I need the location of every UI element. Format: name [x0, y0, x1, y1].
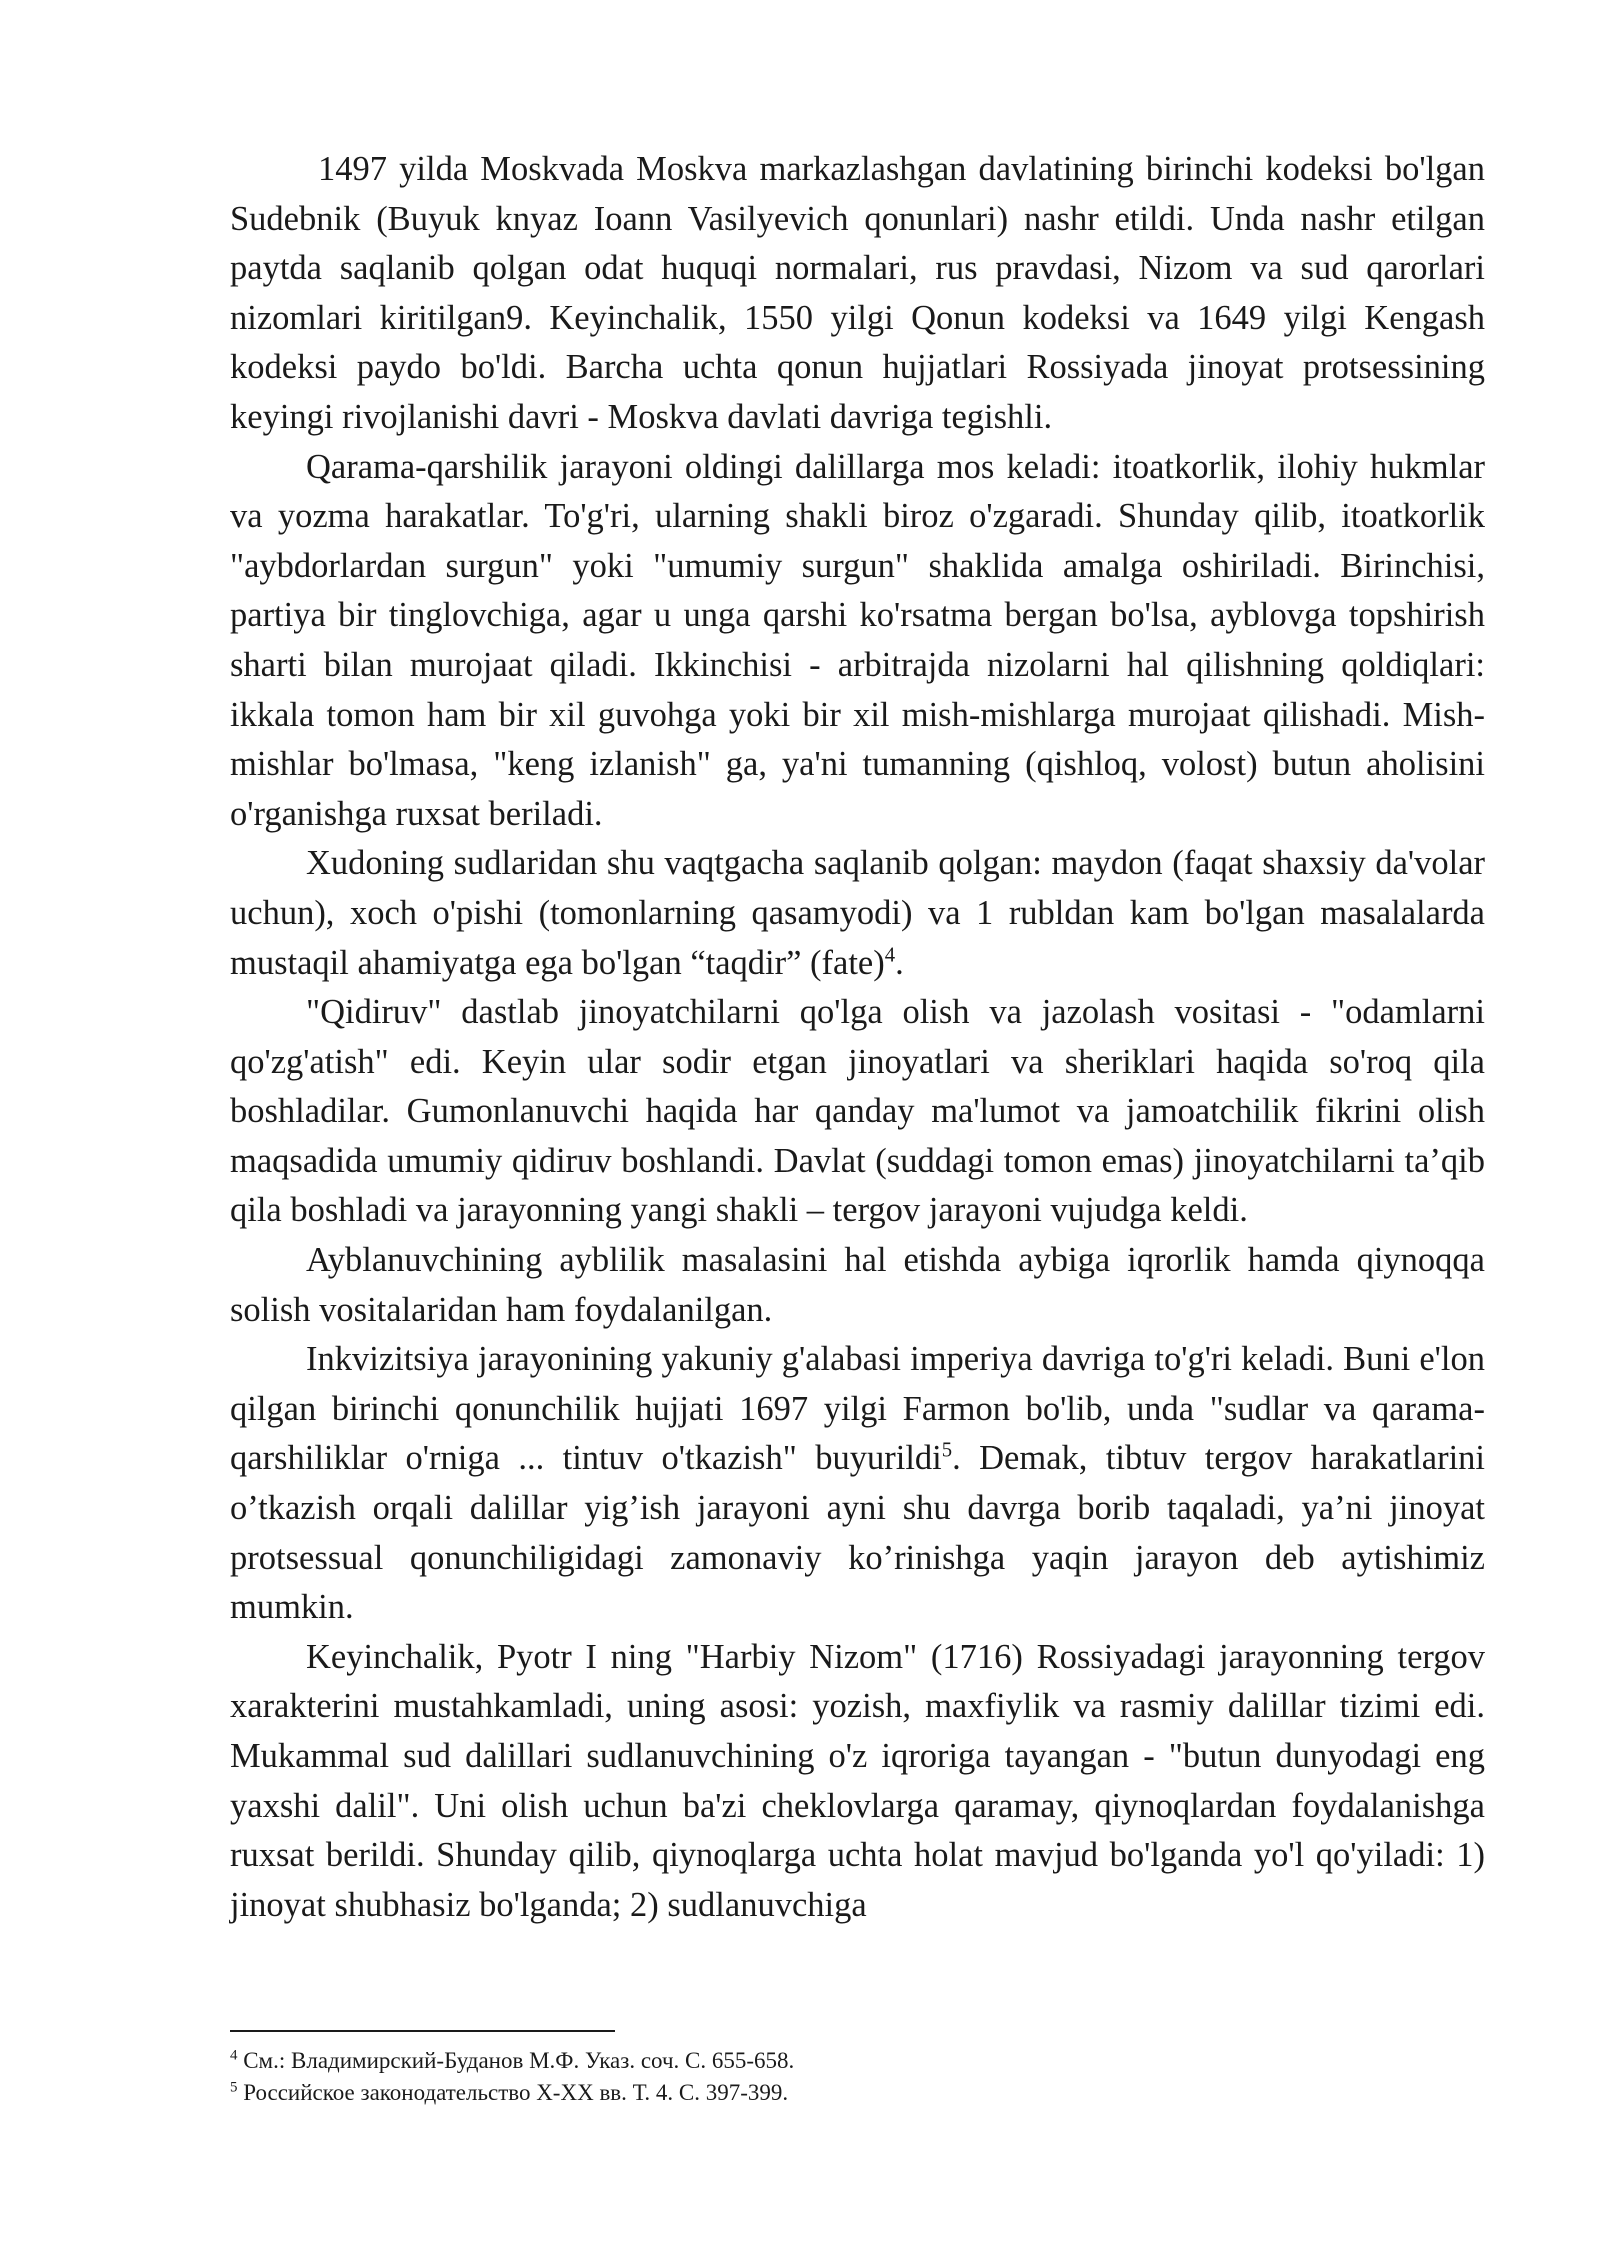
paragraph-5 [230, 1236, 1485, 1335]
paragraph-3-text: Xudoning sudlaridan shu vaqtgacha saqlanib qolgan: maydon (faqat shaxsiy da'volar uchun), xoch o'pishi (tomonlarning qasamyodi) va 1 rubldan kam bo'lgan masalalarda mustaqil ahamiyatga ega bo'lgan “taqdir” (fate) [230, 844, 1485, 982]
paragraph-6 [230, 1335, 1485, 1633]
footnote-4 [230, 2045, 1485, 2077]
footnote-separator [230, 2030, 615, 2032]
paragraph-7-text: Keyinchalik, Pyotr I ning "Harbiy Nizom" (1716) Rossiyadagi jarayonning tergov xarakterini mustahkamladi, uning asosi: yozish, maxfiylik va rasmiy dalillar tizimi edi. Mukammal sud dalillari sudlanuvchining o'z iqroriga tayangan - "butun dunyodagi eng yaxshi dalil". Uni olish uchun ba'zi cheklovlarga qaramay, qiynoqlardan foydalanishga ruxsat berildi. Shunday qilib, qiynoqlarga uchta holat mavjud bo'lganda yo'l qo'yiladi: 1) jinoyat shubhasiz bo'lganda; 2) sudlanuvchiga [230, 1637, 1485, 1924]
paragraph-6-tail: . Demak, tibtuv tergov harakatlarini o’tkazish orqali dalillar yig’ish jarayoni ayni shu davrga borib taqaladi, ya’ni jinoyat protsessual qonunchiligidagi zamonaviy ko’rinishga yaqin jarayon deb aytishimiz mumkin. [230, 1439, 1486, 1627]
paragraph-5-text: Ayblanuvchining ayblilik masalasini hal etishda aybiga iqrorlik hamda qiynoqqa solish vositalaridan ham foydalanilgan. [230, 1241, 1485, 1329]
paragraph-3-tail: . [895, 943, 904, 982]
document-body [230, 145, 1485, 1930]
footnote-5-text: Российское законодательство X-XX вв. Т. 4. С. 397-399. [243, 2080, 789, 2105]
footnotes [230, 2045, 1485, 2109]
footnote-number-5: 5 [230, 2079, 238, 2096]
footnote-5 [230, 2077, 1485, 2109]
paragraph-3 [230, 839, 1485, 988]
paragraph-2-text: Qarama-qarshilik jarayoni oldingi dalillarga mos keladi: itoatkorlik, ilohiy hukmlar va yozma harakatlar. To'g'ri, ularning shakli biroz o'zgaradi. Shunday qilib, itoatkorlik "aybdorlardan surgun" yoki "umumiy surgun" shaklida amalga oshiriladi. Birinchisi, partiya bir tinglovchiga, agar u unga qarshi ko'rsatma bergan bo'lsa, ayblovga topshirish sharti bilan murojaat qiladi. Ikkinchisi - arbitrajda nizolarni hal qilishning qoldiqlari: ikkala tomon ham bir xil guvohga yoki bir xil mish-mishlarga murojaat qilishadi. Mish-mishlar bo'lmasa, "keng izlanish" ga, ya'ni tumanning (qishloq, volost) butun aholisini o'rganishga ruxsat beriladi. [230, 447, 1485, 833]
paragraph-6-text: Inkvizitsiya jarayonining yakuniy g'alabasi imperiya davriga to'g'ri keladi. Buni e'lon qilgan birinchi qonunchilik hujjati 1697 yilgi Farmon bo'lib, unda "sudlar va qarama-qarshiliklar o'rniga ... tintuv o'tkazish" buyurildi [230, 1340, 1485, 1478]
footnote-number-4: 4 [230, 2047, 238, 2064]
footnote-4-text: См.: Владимирский-Буданов М.Ф. Указ. соч. С. 655-658. [243, 2048, 795, 2073]
paragraph-7 [230, 1633, 1485, 1931]
footnote-ref-5[interactable]: 5 [941, 1439, 953, 1462]
paragraph-4 [230, 988, 1485, 1236]
footnote-ref-4[interactable]: 4 [884, 944, 896, 966]
paragraph-1-text: 1497 yilda Moskvada Moskva markazlashgan davlatining birinchi kodeksi bo'lgan Sudebnik (Buyuk knyaz Ioann Vasilyevich qonunlari) nashr etildi. Unda nashr etilgan paytda saqlanib qolgan odat huquqi normalari, rus pravdasi, Nizom va sud qarorlari nizomlari kiritilgan9. Keyinchalik, 1550 yilgi Qonun kodeksi va 1649 yilgi Kengash kodeksi paydo bo'ldi. Barcha uchta qonun hujjatlari Rossiyada jinoyat protsessining keyingi rivojlanishi davri - Moskva davlati davriga tegishli. [230, 150, 1485, 436]
paragraph-1 [230, 145, 1485, 443]
paragraph-4-text: "Qidiruv" dastlab jinoyatchilarni qo'lga olish va jazolash vositasi - "odamlarni qo'zg'atish" edi. Keyin ular sodir etgan jinoyatlari va sheriklari haqida so'roq qila boshladilar. Gumonlanuvchi haqida har qanday ma'lumot va jamoatchilik fikrini olish maqsadida umumiy qidiruv boshlandi. Davlat (suddagi tomon emas) jinoyatchilarni ta’qib qila boshladi va jarayonning yangi shakli – tergov jarayoni vujudga keldi. [230, 993, 1485, 1230]
paragraph-2 [230, 443, 1485, 840]
